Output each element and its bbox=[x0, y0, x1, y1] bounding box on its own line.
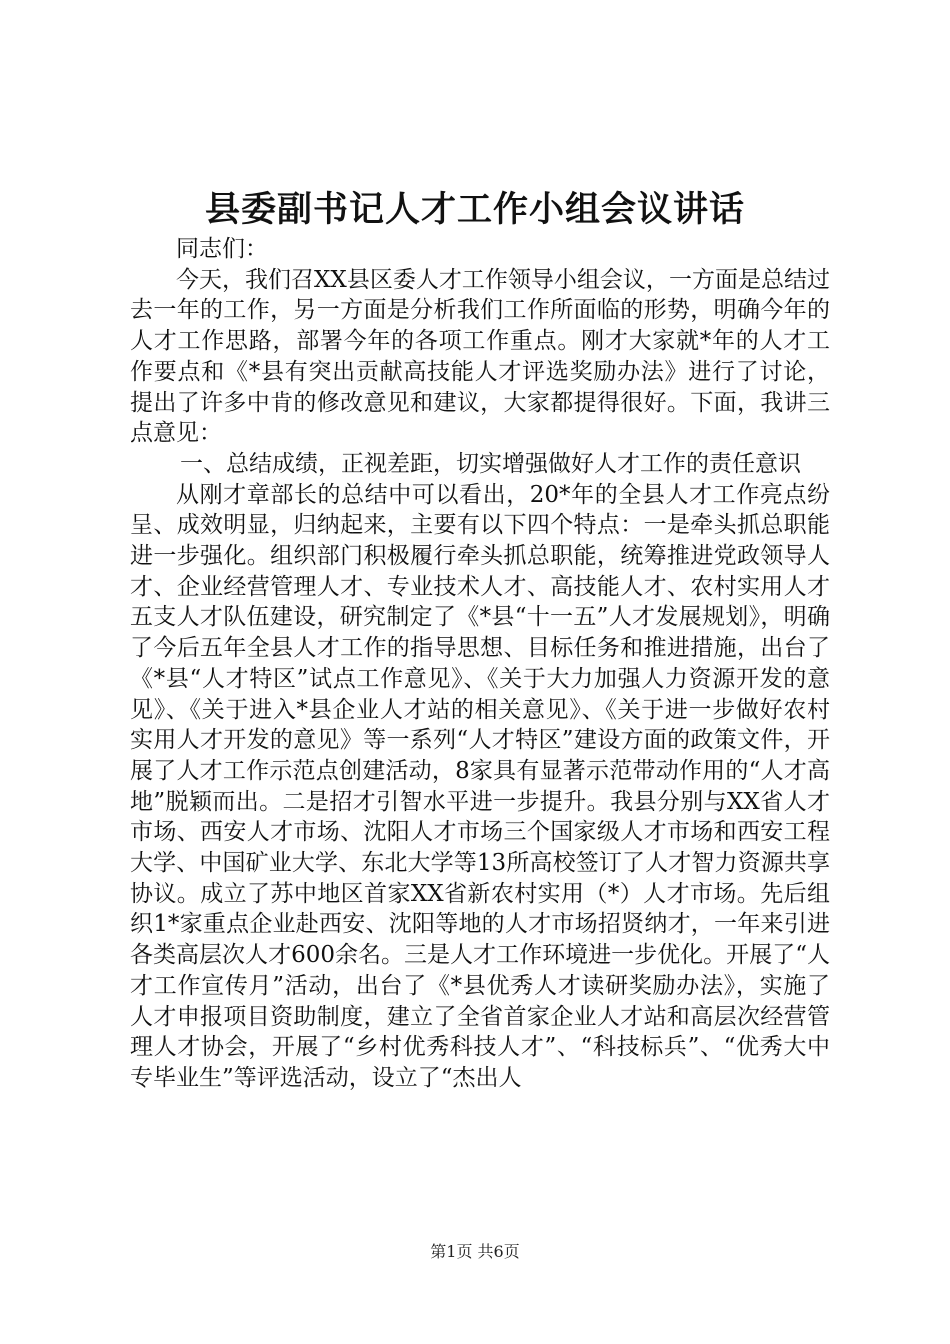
paragraph-intro: 今天，我们召XX县区委人才工作领导小组会议，一方面是总结过去一年的工作，另一方面是分析我们工作所面临的形势，明确今年的人才工作思路，部署今年的各项工作重点。刚才大家就*年的人才工作要点和《*县有突出贡献高技能人才评选奖励办法》进行了讨论，提出了许多中肯的修改意见和建议，大家都提得很好。下面，我讲三点意见： bbox=[130, 266, 830, 447]
page-number-footer: 第1页 共6页 bbox=[430, 1242, 520, 1261]
section-heading-1: 一、总结成绩，正视差距，切实增强做好人才工作的责任意识 bbox=[180, 450, 801, 477]
paragraph-achievements: 从刚才章部长的总结中可以看出，20*年的全县人才工作亮点纷呈、成效明显，归纳起来，主要有以下四个特点：一是牵头抓总职能进一步强化。组织部门积极履行牵头抓总职能，统筹推进党政领导人才、企业经营管理人才、专业技术人才、高技能人才、农村实用人才五支人才队伍建设，研究制定了《*县“十一五”人才发展规划》，明确了今后五年全县人才工作的指导思想、目标任务和推进措施，出台了《*县“人才特区”试点工作意见》、《关于大力加强人力资源开发的意见》、《关于进入*县企业人才站的相关意见》、《关于进一步做好农村实用人才开发的意见》等一系列“人才特区”建设方面的政策文件，开展了人才工作示范点创建活动，8家具有显著示范带动作用的“人才高地”脱颖而出。二是招才引智水平进一步提升。我县分别与XX省人才市场、西安人才市场、沈阳人才市场三个国家级人才市场和西安工程大学、中国矿业大学、东北大学等13所高校签订了人才智力资源共享协议。成立了苏中地区首家XX省新农村实用（*）人才市场。先后组织1*家重点企业赴西安、沈阳等地的人才市场招贤纳才，一年来引进各类高层次人才600余名。三是人才工作环境进一步优化。开展了“人才工作宣传月”活动，出台了《*县优秀人才读研奖励办法》，实施了人才申报项目资助制度，建立了全省首家企业人才站和高层次经营管理人才协会，开展了“乡村优秀科技人才”、“科技标兵”、“优秀大中专毕业生”等评选活动，设立了“杰出人 bbox=[130, 481, 830, 1091]
salutation: 同志们： bbox=[176, 236, 268, 262]
document-body bbox=[130, 234, 830, 1094]
document-title: 县委副书记人才工作小组会议讲话 bbox=[204, 189, 745, 230]
